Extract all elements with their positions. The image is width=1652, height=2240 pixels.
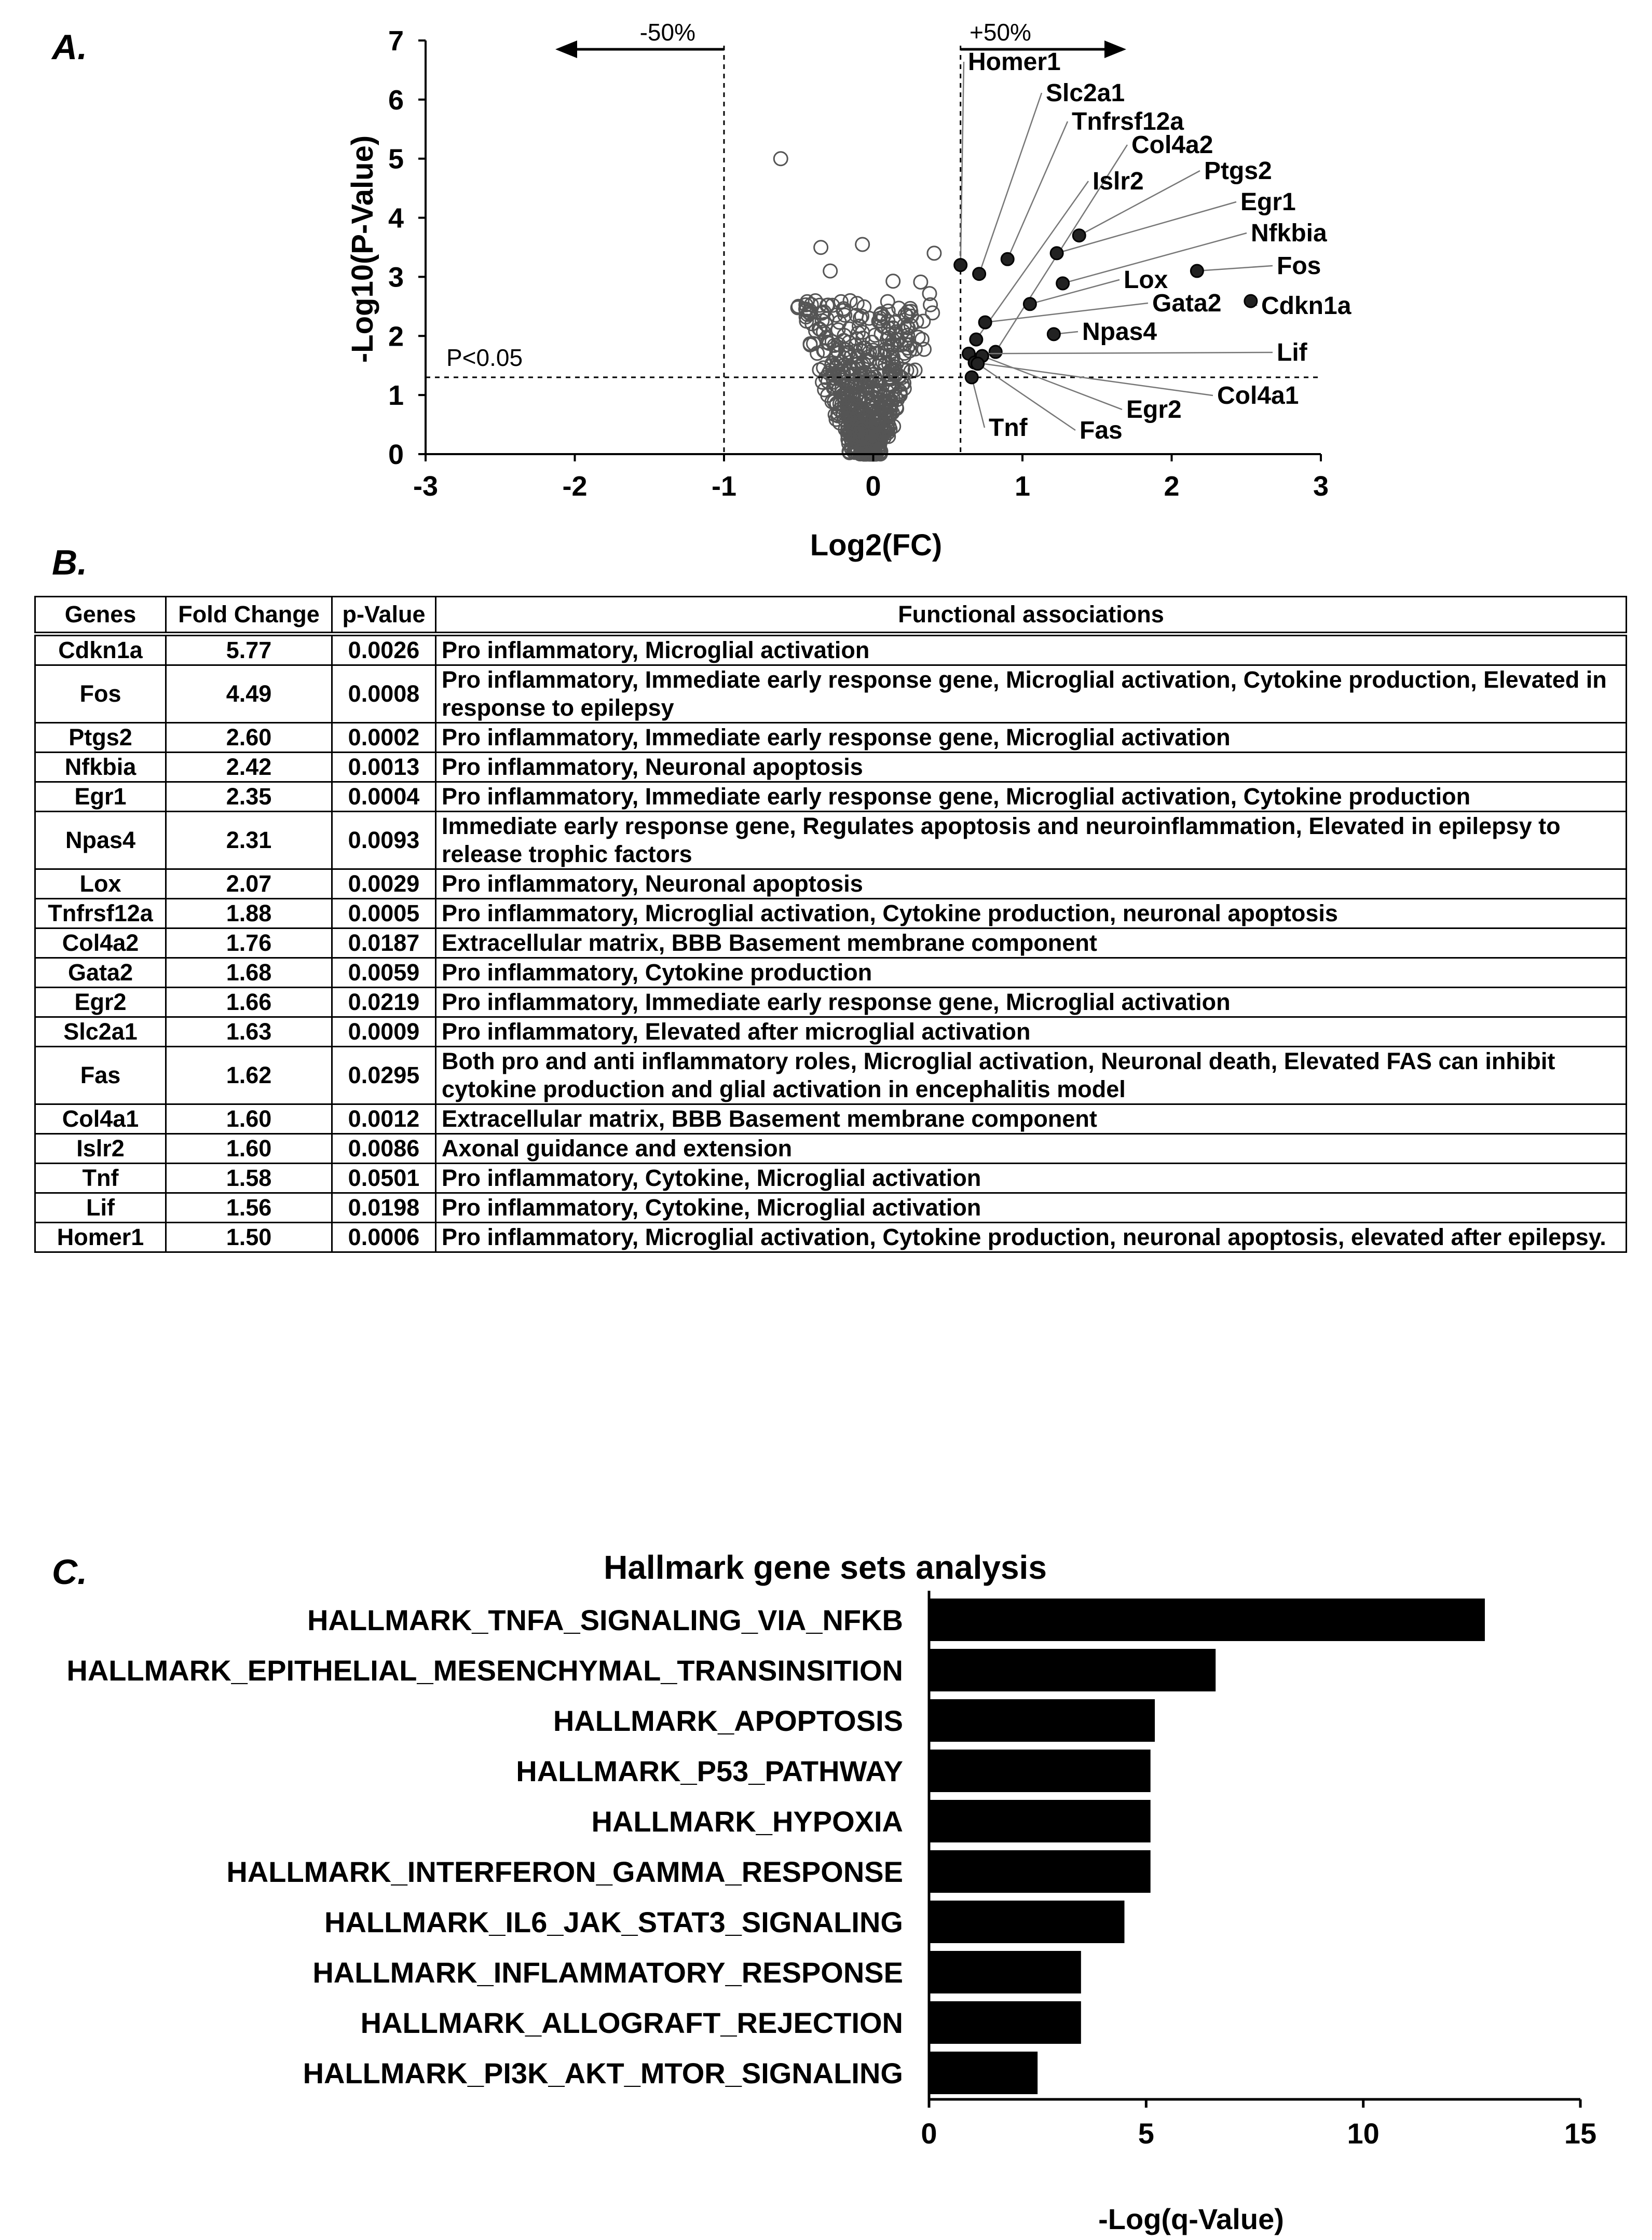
fold-change-cell: 1.76	[166, 928, 332, 958]
p-value-cell: 0.0295	[332, 1047, 436, 1104]
functional-associations-cell: Pro inflammatory, Cytokine, Microglial activation	[436, 1164, 1627, 1193]
gene-leader-line-tnfrsf12a	[1007, 121, 1068, 259]
table-row	[35, 1104, 1627, 1134]
x-tick-label: 2	[1164, 471, 1180, 502]
p-value-cell: 0.0009	[332, 1017, 436, 1047]
gene-cell: Gata2	[35, 958, 166, 988]
table-row	[35, 958, 1627, 988]
gene-label-egr2: Egr2	[1126, 396, 1182, 424]
category-label: HALLMARK_INFLAMMATORY_RESPONSE	[312, 1956, 903, 1989]
fold-change-cell: 2.07	[166, 869, 332, 899]
table-header-row	[35, 597, 1627, 634]
gene-label-npas4: Npas4	[1082, 318, 1157, 346]
p-value-cell: 0.0006	[332, 1223, 436, 1252]
gene-cell: Nfkbia	[35, 753, 166, 782]
fold-change-plus-label: +50%	[970, 19, 1031, 46]
gene-cell: Islr2	[35, 1134, 166, 1164]
category-label: HALLMARK_ALLOGRAFT_REJECTION	[360, 2006, 903, 2039]
chart-title: Hallmark gene sets analysis	[604, 1549, 1047, 1586]
table-row	[35, 1193, 1627, 1223]
table-row	[35, 812, 1627, 869]
hallmark-bar-chart	[0, 1536, 1652, 2240]
fold-change-minus-label: -50%	[639, 19, 695, 46]
gene-label-ptgs2: Ptgs2	[1204, 157, 1272, 185]
bars	[929, 1599, 1485, 2094]
fold-change-cell: 1.50	[166, 1223, 332, 1252]
functional-associations-cell: Pro inflammatory, Microglial activation, Cytokine production, neuronal apoptosis	[436, 899, 1627, 928]
header-fold-change: Fold Change	[166, 597, 332, 634]
category-label: HALLMARK_HYPOXIA	[591, 1805, 903, 1838]
y-tick-label: 1	[388, 380, 404, 412]
gene-table	[34, 596, 1627, 1253]
gene-label-cdkn1a: Cdkn1a	[1261, 292, 1351, 320]
p-value-cell: 0.0026	[332, 634, 436, 665]
gene-leader-line-islr2	[976, 181, 1088, 339]
p-value-cell: 0.0002	[332, 723, 436, 753]
x-tick-label: 5	[1138, 2117, 1154, 2150]
gene-cell: Col4a1	[35, 1104, 166, 1134]
category-label: HALLMARK_TNFA_SIGNALING_VIA_NFKB	[307, 1604, 903, 1636]
panel-label-b: B.	[52, 543, 87, 582]
p-value-cell: 0.0093	[332, 812, 436, 869]
header-p-value: p-Value	[332, 597, 436, 634]
table-row	[35, 753, 1627, 782]
x-tick-label: -2	[562, 471, 588, 502]
fold-change-cell: 5.77	[166, 634, 332, 665]
x-tick-label: 3	[1313, 471, 1329, 502]
gene-cell: Egr1	[35, 782, 166, 812]
gene-leader-line-lif	[969, 352, 1273, 353]
gene-point-lox	[1023, 298, 1036, 310]
functional-associations-cell: Pro inflammatory, Neuronal apoptosis	[436, 869, 1627, 899]
gene-leader-line-lox	[1030, 280, 1119, 304]
functional-associations-cell: Extracellular matrix, BBB Basement membrane component	[436, 1104, 1627, 1134]
y-tick-label: 6	[388, 84, 404, 116]
gene-point-slc2a1	[973, 268, 986, 280]
functional-associations-cell: Pro inflammatory, Microglial activation, Cytokine production, neuronal apoptosis, elevated after epilepsy.	[436, 1223, 1627, 1252]
gene-label-fas: Fas	[1080, 417, 1123, 444]
table-row	[35, 928, 1627, 958]
category-label: HALLMARK_P53_PATHWAY	[516, 1755, 903, 1787]
fold-change-cell: 1.68	[166, 958, 332, 988]
p-value-cell: 0.0012	[332, 1104, 436, 1134]
gene-point-npas4	[1047, 328, 1060, 340]
fold-change-cell: 1.66	[166, 988, 332, 1017]
functional-associations-cell: Pro inflammatory, Neuronal apoptosis	[436, 753, 1627, 782]
bar-hallmark-interferon-gamma-response	[929, 1850, 1151, 1893]
gene-point	[886, 275, 900, 288]
gene-label-homer1: Homer1	[968, 48, 1061, 76]
category-label: HALLMARK_PI3K_AKT_MTOR_SIGNALING	[303, 2057, 903, 2089]
table-row	[35, 869, 1627, 899]
volcano-plot	[0, 0, 1652, 571]
functional-associations-cell: Pro inflammatory, Cytokine, Microglial activation	[436, 1193, 1627, 1223]
p-value-cell: 0.0187	[332, 928, 436, 958]
fold-change-cell: 1.60	[166, 1134, 332, 1164]
gene-label-lox: Lox	[1124, 266, 1168, 294]
table-row	[35, 634, 1627, 665]
functional-associations-cell: Pro inflammatory, Immediate early response gene, Microglial activation	[436, 988, 1627, 1017]
x-tick-label: -1	[711, 471, 737, 502]
labeled-genes	[954, 48, 1351, 444]
fold-change-cell: 1.88	[166, 899, 332, 928]
table-row	[35, 1134, 1627, 1164]
gene-label-islr2: Islr2	[1093, 168, 1144, 195]
fold-change-cell: 2.31	[166, 812, 332, 869]
header-functional-associations: Functional associations	[436, 597, 1627, 634]
functional-associations-cell: Pro inflammatory, Elevated after microglial activation	[436, 1017, 1627, 1047]
category-labels	[66, 1604, 903, 2089]
gene-label-slc2a1: Slc2a1	[1046, 79, 1125, 107]
category-label: HALLMARK_INTERFERON_GAMMA_RESPONSE	[226, 1855, 903, 1888]
bar-hallmark-allograft-rejection	[929, 2001, 1081, 2044]
panel-label-a: A.	[52, 28, 87, 67]
tick-labels	[921, 2117, 1596, 2150]
gene-leader-line-egr2	[982, 356, 1122, 409]
bar-hallmark-il6-jak-stat3-signaling	[929, 1901, 1125, 1943]
gene-point-islr2	[970, 333, 982, 346]
gene-cell: Slc2a1	[35, 1017, 166, 1047]
bar-hallmark-p53-pathway	[929, 1750, 1151, 1792]
gene-point-cdkn1a	[1245, 295, 1257, 307]
gene-label-col4a1: Col4a1	[1217, 382, 1299, 409]
functional-associations-cell: Axonal guidance and extension	[436, 1134, 1627, 1164]
gene-leader-line-fos	[1197, 266, 1273, 271]
gene-point-col4a2	[989, 346, 1002, 358]
y-tick-label: 5	[388, 143, 404, 175]
functional-associations-cell: Immediate early response gene, Regulates apoptosis and neuroinflammation, Elevated in epilepsy to release trophic factors	[436, 812, 1627, 869]
x-tick-label: 10	[1347, 2117, 1380, 2150]
gene-leader-line-homer1	[961, 62, 964, 265]
gene-point-tnfrsf12a	[1001, 253, 1014, 265]
gene-cell: Lif	[35, 1193, 166, 1223]
gene-cell: Col4a2	[35, 928, 166, 958]
fold-change-cell: 2.60	[166, 723, 332, 753]
gene-label-gata2: Gata2	[1152, 290, 1222, 317]
bar-hallmark-inflammatory-response	[929, 1951, 1081, 1993]
gene-point	[856, 238, 869, 251]
fold-change-cell: 2.42	[166, 753, 332, 782]
p-value-cell: 0.0501	[332, 1164, 436, 1193]
gene-cell: Tnf	[35, 1164, 166, 1193]
bar-hallmark-hypoxia	[929, 1800, 1151, 1842]
gene-cell: Fos	[35, 665, 166, 723]
gene-point-tnf	[965, 371, 978, 384]
bar-hallmark-tnfa-signaling-via-nfkb	[929, 1599, 1485, 1641]
functional-associations-cell: Pro inflammatory, Immediate early response gene, Microglial activation	[436, 723, 1627, 753]
fold-change-cell: 1.56	[166, 1193, 332, 1223]
y-tick-label: 7	[388, 25, 404, 57]
table-row	[35, 665, 1627, 723]
gene-point	[881, 295, 894, 308]
gene-leader-line-egr1	[1057, 202, 1236, 253]
gene-point-ptgs2	[1073, 229, 1085, 242]
panel-label-c: C.	[52, 1552, 87, 1592]
gene-leader-line-tnf	[972, 377, 985, 428]
x-tick-label: 1	[1014, 471, 1031, 502]
gene-point	[926, 306, 939, 320]
gene-point	[774, 152, 787, 166]
gene-point-homer1	[954, 259, 967, 271]
category-label: HALLMARK_APOPTOSIS	[553, 1704, 903, 1737]
gene-point-gata2	[979, 316, 991, 329]
p-value-cell: 0.0005	[332, 899, 436, 928]
gene-label-fos: Fos	[1277, 252, 1321, 280]
x-tick-label: 0	[865, 471, 881, 502]
fold-change-cell: 4.49	[166, 665, 332, 723]
x-axis-label: -Log(q-Value)	[1098, 2203, 1284, 2235]
functional-associations-cell: Extracellular matrix, BBB Basement membrane component	[436, 928, 1627, 958]
fold-change-cell: 1.60	[166, 1104, 332, 1134]
y-tick-label: 3	[388, 262, 404, 293]
x-axis-label: Log2(FC)	[810, 528, 943, 562]
x-tick-label: 15	[1564, 2117, 1597, 2150]
gene-cell: Npas4	[35, 812, 166, 869]
p-value-cell: 0.0013	[332, 753, 436, 782]
fold-change-cell: 1.63	[166, 1017, 332, 1047]
p-value-cell: 0.0086	[332, 1134, 436, 1164]
functional-associations-cell: Pro inflammatory, Cytokine production	[436, 958, 1627, 988]
p-value-cell: 0.0008	[332, 665, 436, 723]
table-row	[35, 1164, 1627, 1193]
gene-point	[915, 333, 929, 346]
table-row	[35, 1223, 1627, 1252]
bar-hallmark-pi3k-akt-mtor-signaling	[929, 2052, 1037, 2094]
gene-point-fas	[972, 358, 984, 370]
category-label: HALLMARK_IL6_JAK_STAT3_SIGNALING	[324, 1906, 903, 1938]
gene-point-nfkbia	[1057, 277, 1069, 290]
gene-cell: Homer1	[35, 1223, 166, 1252]
table-row	[35, 1017, 1627, 1047]
functional-associations-cell: Both pro and anti inflammatory roles, Microglial activation, Neuronal death, Elevated FAS can inhibit cytokine production and glial activation in encephalitis model	[436, 1047, 1627, 1104]
p-value-cell: 0.0219	[332, 988, 436, 1017]
p-threshold-label: P<0.05	[446, 344, 523, 371]
p-value-cell: 0.0004	[332, 782, 436, 812]
gene-point	[824, 264, 837, 278]
category-label: HALLMARK_EPITHELIAL_MESENCHYMAL_TRANSINSITION	[66, 1654, 903, 1687]
gene-label-egr1: Egr1	[1240, 188, 1296, 216]
x-tick-label: -3	[413, 471, 439, 502]
y-tick-label: 0	[388, 439, 404, 470]
gene-label-col4a2: Col4a2	[1131, 131, 1213, 159]
table-row	[35, 1047, 1627, 1104]
y-tick-label: 2	[388, 321, 404, 352]
header-genes: Genes	[35, 597, 166, 634]
gene-cell: Ptgs2	[35, 723, 166, 753]
gene-cell: Tnfrsf12a	[35, 899, 166, 928]
y-tick-label: 4	[388, 202, 404, 234]
table-row	[35, 988, 1627, 1017]
arrow-head	[555, 40, 577, 58]
gene-leader-line-slc2a1	[979, 93, 1042, 274]
gene-cell: Cdkn1a	[35, 634, 166, 665]
table-row	[35, 899, 1627, 928]
p-value-cell: 0.0198	[332, 1193, 436, 1223]
gene-point-fos	[1191, 265, 1203, 277]
p-value-cell: 0.0029	[332, 869, 436, 899]
bar-hallmark-epithelial-mesenchymal-transinsition	[929, 1649, 1216, 1691]
y-axis-label: -Log10(P-Value)	[346, 135, 379, 363]
gene-point	[814, 241, 828, 254]
arrow-head	[1104, 40, 1126, 58]
gene-label-lif: Lif	[1277, 339, 1307, 366]
table-row	[35, 782, 1627, 812]
fold-change-cell: 1.62	[166, 1047, 332, 1104]
background-gene-points	[774, 152, 941, 461]
gene-label-nfkbia: Nfkbia	[1251, 220, 1327, 247]
x-tick-label: 0	[921, 2117, 937, 2150]
bar-hallmark-apoptosis	[929, 1699, 1155, 1742]
gene-label-tnf: Tnf	[989, 414, 1028, 442]
table-row	[35, 723, 1627, 753]
fold-change-cell: 1.58	[166, 1164, 332, 1193]
gene-cell: Fas	[35, 1047, 166, 1104]
functional-associations-cell: Pro inflammatory, Immediate early response gene, Microglial activation, Cytokine production	[436, 782, 1627, 812]
gene-point	[927, 247, 941, 260]
gene-cell: Egr2	[35, 988, 166, 1017]
gene-point-egr1	[1050, 247, 1063, 259]
functional-associations-cell: Pro inflammatory, Microglial activation	[436, 634, 1627, 665]
p-value-cell: 0.0059	[332, 958, 436, 988]
functional-associations-cell: Pro inflammatory, Immediate early response gene, Microglial activation, Cytokine production, Elevated in response to epilepsy	[436, 665, 1627, 723]
gene-cell: Lox	[35, 869, 166, 899]
fold-change-cell: 2.35	[166, 782, 332, 812]
gene-point	[914, 275, 927, 289]
gene-label-tnfrsf12a: Tnfrsf12a	[1072, 108, 1184, 135]
